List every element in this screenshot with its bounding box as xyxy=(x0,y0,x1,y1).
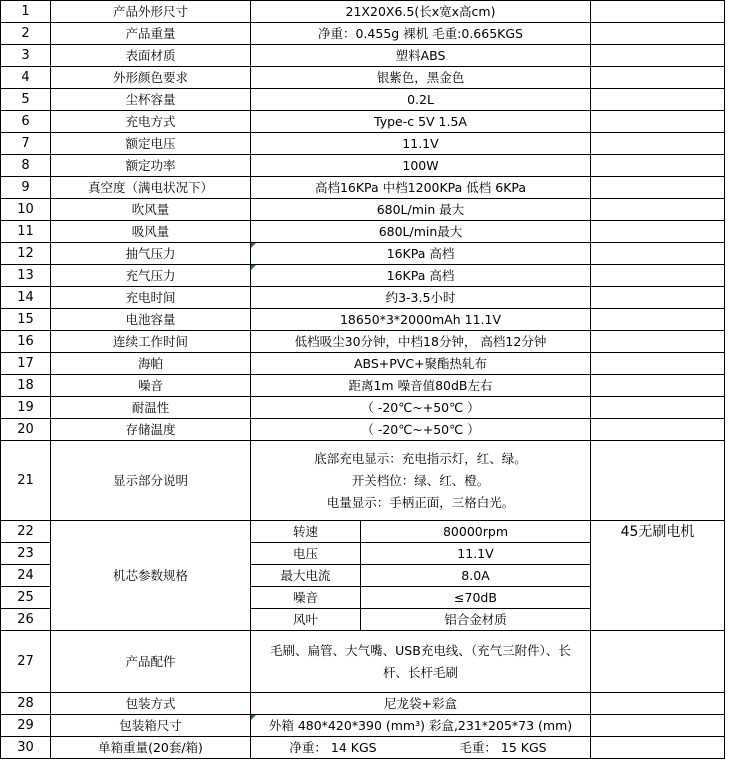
empty-cell xyxy=(591,133,724,154)
empty-cell xyxy=(591,243,724,264)
row-number: 30 xyxy=(17,739,34,755)
row-number: 15 xyxy=(17,311,34,327)
spec-label: 尘杯容量 xyxy=(125,91,176,107)
spec-value: 银紫色，黑金色 xyxy=(376,69,465,85)
row-number: 8 xyxy=(21,157,30,173)
spec-label: 电池容量 xyxy=(125,311,176,327)
row-number: 6 xyxy=(21,113,30,129)
empty-cell xyxy=(591,609,724,630)
spec-value: 11.1V xyxy=(402,135,439,151)
spec-label: 吸风量 xyxy=(131,223,170,239)
grid-line xyxy=(0,758,725,759)
empty-cell xyxy=(591,177,724,198)
empty-cell xyxy=(591,1,724,22)
spec-value: 距离1m 噪音值80dB左右 xyxy=(348,377,493,393)
row-number: 11 xyxy=(17,223,34,239)
row-number: 3 xyxy=(21,47,30,63)
motor-param-name: 最大电流 xyxy=(280,567,331,583)
row-number: 16 xyxy=(17,333,34,349)
spec-label: 额定功率 xyxy=(125,157,176,173)
row-number: 20 xyxy=(17,421,34,437)
row-number: 21 xyxy=(17,472,34,488)
spec-label: 包装箱尺寸 xyxy=(119,717,182,733)
spec-label: 产品重量 xyxy=(125,25,176,41)
spec-label: 耐温性 xyxy=(131,399,170,415)
spec-value: 约3-3.5小时 xyxy=(385,289,456,305)
empty-cell xyxy=(591,67,724,88)
row-number: 17 xyxy=(17,355,34,371)
motor-param-name: 转速 xyxy=(292,523,318,539)
spec-label: 表面材质 xyxy=(125,47,176,63)
empty-cell xyxy=(591,45,724,66)
spec-label: 连续工作时间 xyxy=(112,333,188,349)
spec-label: 外形颜色要求 xyxy=(112,69,188,85)
empty-cell xyxy=(591,265,724,286)
spec-value: 16KPa 高档 xyxy=(386,245,455,261)
empty-cell xyxy=(591,331,724,352)
empty-cell xyxy=(591,631,724,692)
row-number: 2 xyxy=(21,25,30,41)
motor-param-name: 噪音 xyxy=(292,589,318,605)
empty-cell xyxy=(591,309,724,330)
accessories-value: 毛刷、扁管、大气嘴、USB充电线、（充气三附件）、长杆、长杆毛刷 xyxy=(270,642,571,680)
row-number: 19 xyxy=(17,399,34,415)
motor-param-name: 电压 xyxy=(292,545,318,561)
row-number: 13 xyxy=(17,267,34,283)
grid-line xyxy=(724,0,725,759)
spec-label: 存储温度 xyxy=(125,421,176,437)
spec-label: 额定电压 xyxy=(125,135,176,151)
row-number: 28 xyxy=(17,695,34,711)
motor-param-name: 风叶 xyxy=(292,611,318,627)
empty-cell xyxy=(591,397,724,418)
motor-param-value: 11.1V xyxy=(457,545,494,561)
spec-value: 680L/min最大 xyxy=(378,223,463,239)
display-description-line: 电量显示：手柄正面，三格白光。 xyxy=(326,494,515,510)
row-number: 5 xyxy=(21,91,30,107)
row-number: 10 xyxy=(17,201,34,217)
spec-value: 低档吸尘30分钟，中档18分钟， 高档12分钟 xyxy=(294,333,547,349)
empty-cell xyxy=(591,353,724,374)
empty-cell xyxy=(591,419,724,440)
empty-cell xyxy=(591,155,724,176)
spec-value: 塑料ABS xyxy=(395,47,446,63)
empty-cell xyxy=(591,737,724,758)
spec-label: 充气压力 xyxy=(125,267,176,283)
spec-value: Type-c 5V 1.5A xyxy=(374,113,467,129)
display-description-line: 底部充电显示：充电指示灯，红、绿。 xyxy=(314,450,527,466)
row-number: 7 xyxy=(21,135,30,151)
row-number: 1 xyxy=(21,3,30,19)
spec-value: 680L/min 最大 xyxy=(376,201,465,217)
spec-label: 充电时间 xyxy=(125,289,176,305)
spec-label: 显示部分说明 xyxy=(112,472,188,488)
spec-value: （ -20℃~+50℃ ） xyxy=(361,399,480,415)
empty-cell xyxy=(591,89,724,110)
spec-label: 包装方式 xyxy=(125,695,176,711)
empty-cell xyxy=(591,441,724,520)
row-number: 22 xyxy=(17,523,34,539)
spec-value: （ -20℃~+50℃ ） xyxy=(361,421,480,437)
empty-cell xyxy=(591,543,724,564)
row-number: 4 xyxy=(21,69,30,85)
spec-label: 单箱重量(20套/箱) xyxy=(98,739,203,755)
net-weight-value: 净重： 14 KGS xyxy=(289,739,377,755)
spec-label: 海帕 xyxy=(137,355,163,371)
motor-note: 45无刷电机 xyxy=(620,523,695,540)
spec-value: 净重：0.455g 裸机 毛重:0.665KGS xyxy=(318,25,523,41)
spec-label: 产品外形尺寸 xyxy=(112,3,188,19)
empty-cell xyxy=(591,565,724,586)
motor-param-value: ≤70dB xyxy=(454,589,497,605)
spec-value: 高档16KPa 中档1200KPa 低档 6KPa xyxy=(314,179,527,195)
spec-label: 吹风量 xyxy=(131,201,170,217)
motor-param-value: 80000rpm xyxy=(442,523,508,539)
row-number: 27 xyxy=(17,653,34,669)
display-description xyxy=(251,441,590,520)
row-number: 9 xyxy=(21,179,30,195)
spec-value: 100W xyxy=(402,157,439,173)
row-number: 29 xyxy=(17,717,34,733)
empty-cell xyxy=(591,221,724,242)
spec-label: 噪音 xyxy=(137,377,163,393)
row-number: 26 xyxy=(17,611,34,627)
empty-cell xyxy=(591,199,724,220)
spec-label: 抽气压力 xyxy=(125,245,176,261)
row-number: 14 xyxy=(17,289,34,305)
spec-value: 18650*3*2000mAh 11.1V xyxy=(339,311,502,327)
display-description-line: 开关档位：绿、红、橙。 xyxy=(351,472,490,488)
empty-cell xyxy=(591,23,724,44)
empty-cell xyxy=(591,375,724,396)
empty-cell xyxy=(591,693,724,714)
spec-label: 产品配件 xyxy=(125,653,176,669)
spec-label: 真空度（满电状况下） xyxy=(87,179,213,195)
row-number: 25 xyxy=(17,589,34,605)
comment-marker-icon xyxy=(251,265,256,270)
row-number: 23 xyxy=(17,545,34,561)
spec-value: ABS+PVC+聚酯热轧布 xyxy=(353,355,488,371)
row-number: 18 xyxy=(17,377,34,393)
gross-weight-value: 毛重： 15 KGS xyxy=(459,739,547,755)
spec-value: 21X20X6.5(长x宽x高cm) xyxy=(345,3,496,19)
spec-label: 充电方式 xyxy=(125,113,176,129)
comment-marker-icon xyxy=(251,715,256,720)
empty-cell xyxy=(591,715,724,736)
spec-value: 16KPa 高档 xyxy=(386,267,455,283)
spec-value: 0.2L xyxy=(407,91,434,107)
empty-cell xyxy=(591,287,724,308)
motor-spec-label: 机芯参数规格 xyxy=(112,567,188,583)
spec-value: 尼龙袋+彩盒 xyxy=(384,695,457,711)
spec-value: 外箱 480*420*390 (mm³) 彩盒,231*205*73 (mm) xyxy=(268,717,573,733)
comment-marker-icon xyxy=(251,243,256,248)
empty-cell xyxy=(591,111,724,132)
motor-param-value: 8.0A xyxy=(461,567,490,583)
motor-param-value: 铝合金材质 xyxy=(444,611,507,627)
empty-cell xyxy=(591,587,724,608)
row-number: 12 xyxy=(17,245,34,261)
row-number: 24 xyxy=(17,567,34,583)
